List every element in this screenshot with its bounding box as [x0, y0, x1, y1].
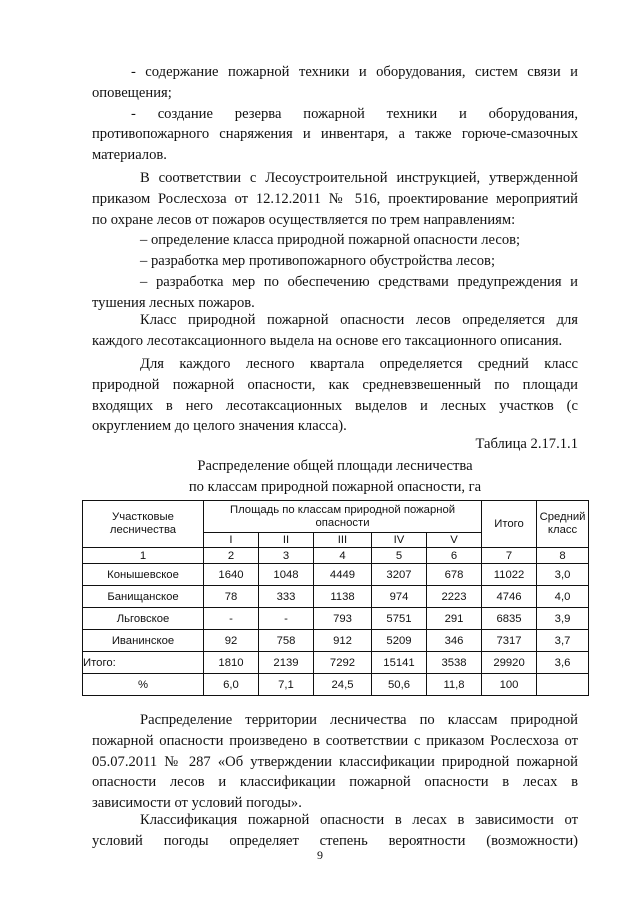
cell-value: 1640	[204, 564, 259, 586]
text-line: опасности лесов и классификации пожарной опасности в лесах в	[92, 774, 578, 791]
cell-forestry-name: Банищанское	[83, 586, 204, 608]
cell-value: 2223	[427, 586, 482, 608]
text-line: пожарной опасности произведено в соответствии с приказом Рослесхоза от	[92, 732, 578, 749]
cell-value: 678	[427, 564, 482, 586]
cell-value: 1810	[204, 652, 259, 674]
table-title-line: по классам природной пожарной опасности, га	[188, 479, 482, 495]
column-number-cell: 7	[482, 548, 537, 564]
text-line: Класс природной пожарной опасности лесов определяется для	[140, 312, 578, 328]
cell-value: 974	[372, 586, 427, 608]
paragraph-equipment-list	[92, 62, 578, 166]
paragraph-distribution-order	[92, 710, 578, 814]
cell-average: 4,0	[537, 586, 589, 608]
header-area: Площадь по классам природной пожарной опасности	[204, 501, 482, 533]
table-row	[83, 630, 589, 652]
cell-forestry-name: Иванинское	[83, 630, 204, 652]
cell-total: 4746	[482, 586, 537, 608]
cell-forestry-name: Конышевское	[83, 564, 204, 586]
table-row	[83, 586, 589, 608]
cell-value: 6,0	[204, 674, 259, 696]
cell-value: 15141	[372, 652, 427, 674]
cell-value: 1138	[314, 586, 372, 608]
text-line: 05.07.2011 № 287 «Об утверждении классификации природной пожарной	[92, 753, 578, 770]
text-line: тушения лесных пожаров.	[92, 294, 255, 311]
cell-value: 3207	[372, 564, 427, 586]
header-total: Итого	[482, 501, 537, 548]
cell-value: 78	[204, 586, 259, 608]
text-line: округлением до целого значения класса).	[92, 418, 347, 435]
column-number-cell: 5	[372, 548, 427, 564]
text-line: по охране лесов от пожаров осуществляется по трем направлениям:	[92, 211, 516, 228]
cell-value: 24,5	[314, 674, 372, 696]
column-number-cell: 1	[83, 548, 204, 564]
table-caption	[92, 456, 578, 498]
cell-value: 92	[204, 630, 259, 652]
header-class-cell: I	[204, 533, 259, 548]
header-class-cell: II	[259, 533, 314, 548]
text-line: противопожарного снаряжения и инвентаря, а также горюче-смазочных	[92, 126, 578, 143]
header-class-cell: V	[427, 533, 482, 548]
table-title-line: Распределение общей площади лесничества	[197, 458, 473, 474]
text-line: оповещения;	[92, 84, 172, 101]
table-total-row	[83, 652, 589, 674]
cell-average: 3,9	[537, 608, 589, 630]
cell-value: 793	[314, 608, 372, 630]
page-number: 9	[317, 848, 323, 862]
cell-value: 7292	[314, 652, 372, 674]
cell-value: 2139	[259, 652, 314, 674]
table-number: Таблица 2.17.1.1	[475, 436, 578, 452]
cell-value: 50,6	[372, 674, 427, 696]
text-line: В соответствии с Лесоустроительной инструкцией, утвержденной	[140, 170, 578, 186]
cell-value: 333	[259, 586, 314, 608]
text-line: зависимости от условий погоды».	[92, 795, 302, 812]
text-line: Для каждого лесного квартала определяется средний класс	[140, 356, 578, 372]
cell-average	[537, 674, 589, 696]
cell-average: 3,6	[537, 652, 589, 674]
paragraph-weather-classification	[92, 810, 578, 852]
cell-value: 758	[259, 630, 314, 652]
table-row	[83, 608, 589, 630]
cell-forestry-name: Льговское	[83, 608, 204, 630]
fire-danger-table	[82, 500, 589, 696]
column-number-row	[83, 548, 589, 564]
cell-total: 7317	[482, 630, 537, 652]
header-forestry: Участковые лесничества	[83, 501, 204, 548]
column-number-cell: 4	[314, 548, 372, 564]
cell-value: 7,1	[259, 674, 314, 696]
text-line: - создание резерва пожарной техники и оборудования,	[131, 105, 578, 122]
cell-value: -	[204, 608, 259, 630]
text-line: приказом Рослесхоза от 12.12.2011 № 516, проектирование мероприятий	[92, 190, 578, 207]
cell-total: 11022	[482, 564, 537, 586]
text-line: – разработка мер противопожарного обустройства лесов;	[140, 253, 496, 270]
cell-value: 11,8	[427, 674, 482, 696]
cell-total: 29920	[482, 652, 537, 674]
cell-average: 3,7	[537, 630, 589, 652]
paragraph-class-definition	[92, 310, 578, 352]
cell-value: 1048	[259, 564, 314, 586]
header-average-class: Средний класс	[537, 501, 589, 548]
cell-value: 291	[427, 608, 482, 630]
cell-value: 3538	[427, 652, 482, 674]
text-line: – определение класса природной пожарной опасности лесов;	[140, 232, 521, 249]
header-class-cell: IV	[372, 533, 427, 548]
cell-total-label: Итого:	[83, 652, 204, 674]
column-number-cell: 3	[259, 548, 314, 564]
text-line: каждого лесотаксационного выдела на основе его таксационного описания.	[92, 332, 563, 349]
cell-total: 100	[482, 674, 537, 696]
text-line: материалов.	[92, 147, 167, 164]
column-number-cell: 8	[537, 548, 589, 564]
cell-value: 5209	[372, 630, 427, 652]
paragraph-average-class	[92, 354, 578, 437]
cell-value: 912	[314, 630, 372, 652]
cell-value: 346	[427, 630, 482, 652]
text-line: Распределение территории лесничества по классам природной	[140, 712, 578, 728]
text-line: условий погоды определяет степень вероятности (возможности)	[92, 832, 578, 849]
text-line: входящих в него лесотаксационных выделов и лесных участков (с	[92, 397, 578, 414]
column-number-cell: 6	[427, 548, 482, 564]
text-line: природной пожарной опасности, как средневзвешенный по площади	[92, 376, 578, 393]
paragraph-instruction	[92, 168, 578, 314]
cell-average: 3,0	[537, 564, 589, 586]
table-percent-row	[83, 674, 589, 696]
cell-percent-label: %	[83, 674, 204, 696]
text-line: - содержание пожарной техники и оборудования, систем связи и	[131, 64, 578, 80]
header-class-cell: III	[314, 533, 372, 548]
cell-value: -	[259, 608, 314, 630]
table-row	[83, 564, 589, 586]
text-line: – разработка мер по обеспечению средствами предупреждения и	[140, 273, 578, 290]
cell-value: 4449	[314, 564, 372, 586]
cell-total: 6835	[482, 608, 537, 630]
column-number-cell: 2	[204, 548, 259, 564]
text-line: Классификация пожарной опасности в лесах в зависимости от	[140, 812, 578, 828]
cell-value: 5751	[372, 608, 427, 630]
